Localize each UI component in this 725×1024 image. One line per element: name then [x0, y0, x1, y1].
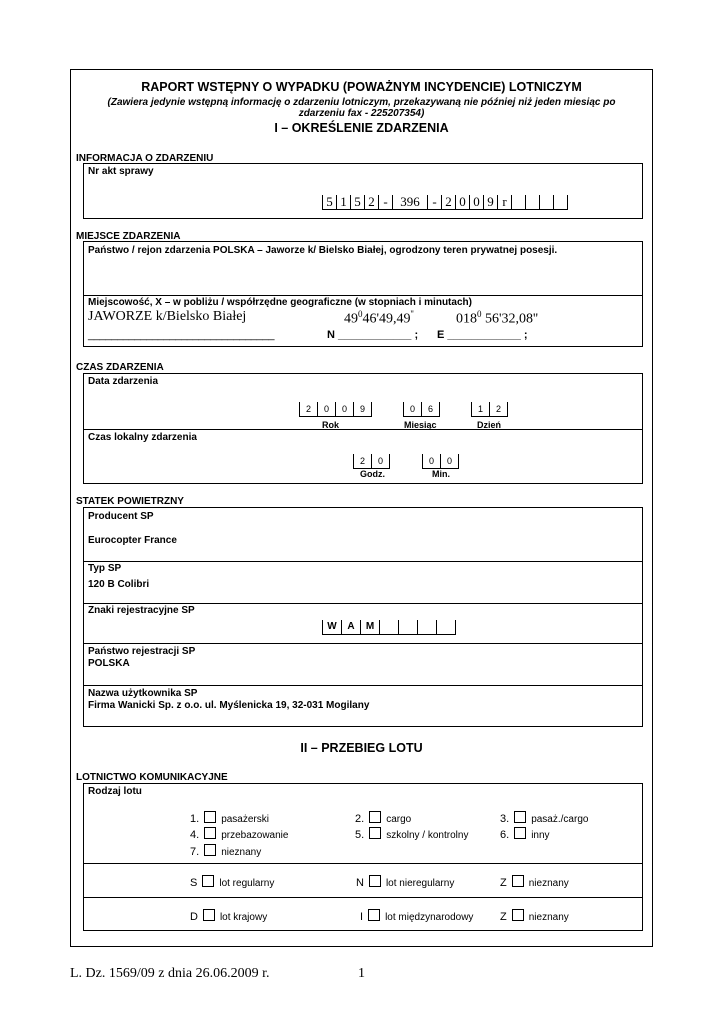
checkbox-icon[interactable] — [202, 875, 214, 887]
digit-cell[interactable]: - — [378, 195, 392, 210]
footer-page-number: 1 — [358, 966, 365, 981]
czas-divider — [83, 429, 643, 430]
option-num: 7. — [190, 846, 200, 858]
checkbox-icon[interactable] — [514, 827, 526, 839]
digit-cell[interactable]: 2 — [441, 195, 455, 210]
lotnictwo-divider-2 — [83, 897, 643, 898]
digit-cell[interactable]: M — [360, 620, 379, 635]
producent-label: Producent SP — [88, 511, 154, 522]
subtitle-line1: (Zawiera jedynie wstępną informację o zdarzeniu lotniczym, przekazywaną nie później niż jeden miesiąc po — [107, 97, 616, 108]
statek-divider-1 — [83, 561, 643, 562]
option-label: nieznany — [528, 878, 569, 889]
godz-label: Godz. — [360, 469, 385, 479]
znaki-label: Znaki rejestracyjne SP — [88, 605, 195, 616]
option-label: lot nieregularny — [385, 878, 455, 889]
digit-cell[interactable] — [379, 620, 398, 635]
typ-label: Typ SP — [88, 563, 122, 574]
czas-heading: CZAS ZDARZENIA — [76, 362, 164, 373]
digit-cell[interactable] — [525, 195, 539, 210]
digit-cell[interactable]: 0 — [317, 402, 335, 417]
panstwo-rejon-text: Państwo / rejon zdarzenia POLSKA – Jaworze k/ Bielsko Białej, ogrodzony teren prywatnej posesji. — [88, 245, 558, 256]
checkbox-icon[interactable] — [204, 827, 216, 839]
producent-value: Eurocopter France — [88, 535, 177, 546]
miejsce-heading: MIEJSCE ZDARZENIA — [76, 231, 181, 242]
statek-divider-2 — [83, 603, 643, 604]
panstwo-rejestracji-value: POLSKA — [88, 658, 130, 669]
rok-digits[interactable] — [299, 401, 372, 417]
option-num: 1. — [190, 813, 200, 825]
digit-cell[interactable]: 2 — [299, 402, 317, 417]
rok-label: Rok — [322, 420, 340, 430]
uzytkownik-value: Firma Wanicki Sp. z o.o. ul. Myślenicka 19, 32-031 Mogilany — [88, 700, 370, 711]
option-num: Z — [500, 911, 507, 923]
option-label: lot regularny — [219, 878, 275, 889]
option-inny[interactable] — [500, 827, 550, 841]
digit-cell[interactable]: 1 — [471, 402, 489, 417]
section-2-title: II – PRZEBIEG LOTU — [300, 741, 423, 755]
digit-cell[interactable]: 9 — [353, 402, 372, 417]
digit-cell[interactable]: - — [427, 195, 441, 210]
lotnictwo-heading: LOTNICTWO KOMUNIKACYJNE — [76, 772, 228, 783]
digit-cell[interactable]: W — [322, 620, 341, 635]
report-title: RAPORT WSTĘPNY O WYPADKU (POWAŻNYM INCYDENCIE) LOTNICZYM — [141, 80, 582, 94]
checkbox-icon[interactable] — [369, 827, 381, 839]
option-num: N — [356, 877, 364, 889]
option-lot-krajowy[interactable] — [190, 909, 267, 923]
checkbox-icon[interactable] — [204, 811, 216, 823]
checkbox-icon[interactable] — [512, 875, 524, 887]
digit-cell[interactable]: 1 — [336, 195, 350, 210]
option-krajowy-nieznany[interactable] — [500, 909, 569, 923]
digit-cell[interactable]: 5 — [350, 195, 364, 210]
digit-cell[interactable]: r — [497, 195, 511, 210]
option-cargo[interactable] — [355, 811, 411, 825]
digit-cell[interactable]: 9 — [483, 195, 497, 210]
option-num: S — [190, 877, 198, 889]
min-digits[interactable] — [422, 453, 459, 469]
option-szkolny[interactable] — [355, 827, 468, 841]
option-pasazerski[interactable] — [190, 811, 269, 825]
digit-cell[interactable]: 6 — [421, 402, 440, 417]
section-1-title: I – OKREŚLENIE ZDARZENIA — [274, 121, 449, 135]
checkbox-icon[interactable] — [514, 811, 526, 823]
option-label: lot międzynarodowy — [385, 912, 474, 923]
digit-cell[interactable]: 0 — [422, 454, 440, 469]
lat-rest: 46'49,49 — [362, 311, 411, 327]
lon-deg-sup: 0 — [477, 309, 482, 319]
panstwo-rejestracji-label: Państwo rejestracji SP — [88, 646, 196, 657]
godz-digits[interactable] — [353, 453, 390, 469]
option-num: 3. — [500, 813, 510, 825]
checkbox-icon[interactable] — [368, 909, 380, 921]
digit-cell[interactable]: 0 — [403, 402, 421, 417]
option-num: Z — [500, 877, 507, 889]
longitude-value — [456, 309, 538, 328]
digit-cell[interactable]: 5 — [322, 195, 336, 210]
lon-rest: 56'32,08'' — [485, 311, 539, 327]
footer-reference: L. Dz. 1569/09 z dnia 26.06.2009 r. — [70, 966, 270, 981]
digit-cell[interactable]: 2 — [489, 402, 508, 417]
miesiac-label: Miesiąc — [404, 420, 437, 430]
option-label: inny — [531, 830, 550, 841]
digit-cell[interactable] — [539, 195, 553, 210]
miejscowosc-underline: ________________________________ — [88, 329, 275, 341]
option-num: D — [190, 911, 198, 923]
e-coordinate[interactable]: E ____________ ; — [437, 329, 528, 341]
option-label: szkolny / kontrolny — [386, 830, 469, 841]
option-label: nieznany — [528, 912, 569, 923]
checkbox-icon[interactable] — [369, 875, 381, 887]
n-coordinate[interactable]: N ____________ ; — [327, 329, 419, 341]
option-label: lot krajowy — [219, 912, 268, 923]
checkbox-icon[interactable] — [512, 909, 524, 921]
nr-akt-label: Nr akt sprawy — [88, 166, 154, 177]
option-num: 6. — [500, 829, 510, 841]
checkbox-icon[interactable] — [369, 811, 381, 823]
option-label: pasaż./cargo — [531, 814, 589, 825]
czas-lokalny-label: Czas lokalny zdarzenia — [88, 432, 197, 443]
informacja-heading: INFORMACJA O ZDARZENIU — [76, 153, 214, 164]
lon-deg: 018 — [456, 311, 477, 327]
statek-divider-3 — [83, 643, 643, 644]
digit-cell[interactable]: 396 — [392, 195, 427, 210]
digit-cell[interactable] — [417, 620, 436, 635]
lat-deg-sup: 0 — [358, 309, 363, 319]
znaki-digits[interactable] — [322, 619, 456, 635]
digit-cell[interactable]: 0 — [371, 454, 390, 469]
digit-cell[interactable]: 0 — [440, 454, 459, 469]
digit-cell[interactable]: 0 — [469, 195, 483, 210]
digit-cell[interactable]: 2 — [353, 454, 371, 469]
data-zdarzenia-label: Data zdarzenia — [88, 376, 159, 387]
digit-cell[interactable] — [511, 195, 525, 210]
digit-cell[interactable]: 0 — [335, 402, 353, 417]
lotnictwo-divider-1 — [83, 863, 643, 864]
latitude-value — [344, 309, 414, 328]
option-lot-regularny[interactable] — [190, 875, 274, 889]
option-label: cargo — [386, 814, 412, 825]
option-label: nieznany — [221, 847, 262, 858]
digit-cell[interactable] — [436, 620, 456, 635]
nr-akt-digits[interactable] — [322, 194, 568, 210]
dzien-label: Dzień — [477, 420, 502, 430]
miejscowosc-value: JAWORZE k/Bielsko Białej — [88, 309, 247, 324]
miejsce-divider — [83, 295, 643, 296]
option-lot-nieregularny[interactable] — [356, 875, 454, 889]
option-nieznany[interactable] — [190, 844, 261, 858]
option-pasaz-cargo[interactable] — [500, 811, 588, 825]
dzien-digits[interactable] — [471, 401, 508, 417]
option-num: I — [360, 911, 364, 923]
digit-cell[interactable]: A — [341, 620, 360, 635]
statek-divider-4 — [83, 685, 643, 686]
checkbox-icon[interactable] — [203, 909, 215, 921]
report-subtitle — [70, 97, 653, 119]
digit-cell[interactable] — [553, 195, 568, 210]
digit-cell[interactable]: 0 — [455, 195, 469, 210]
statek-heading: STATEK POWIETRZNY — [76, 496, 184, 507]
lat-tail: '' — [410, 309, 414, 319]
checkbox-icon[interactable] — [204, 844, 216, 856]
option-num: 2. — [355, 813, 365, 825]
miejscowosc-label: Miejscowość, X – w pobliżu / współrzędne geograficzne (w stopniach i minutach) — [88, 297, 472, 308]
miesiac-digits[interactable] — [403, 401, 440, 417]
option-label: przebazowanie — [221, 830, 289, 841]
option-przebazowanie[interactable] — [190, 827, 288, 841]
option-regular-nieznany[interactable] — [500, 875, 569, 889]
subtitle-line2: zdarzeniu fax - 225207354) — [298, 108, 425, 119]
lat-deg: 49 — [344, 311, 358, 327]
rodzaj-lotu-label: Rodzaj lotu — [88, 786, 142, 797]
option-label: pasażerski — [221, 814, 269, 825]
option-num: 4. — [190, 829, 200, 841]
typ-value: 120 B Colibri — [88, 579, 150, 590]
nr-akt-box — [83, 163, 643, 219]
digit-cell[interactable]: 2 — [364, 195, 378, 210]
digit-cell[interactable] — [398, 620, 417, 635]
min-label: Min. — [432, 469, 450, 479]
option-lot-miedzynarodowy[interactable] — [360, 909, 473, 923]
option-num: 5. — [355, 829, 365, 841]
uzytkownik-label: Nazwa użytkownika SP — [88, 688, 198, 699]
